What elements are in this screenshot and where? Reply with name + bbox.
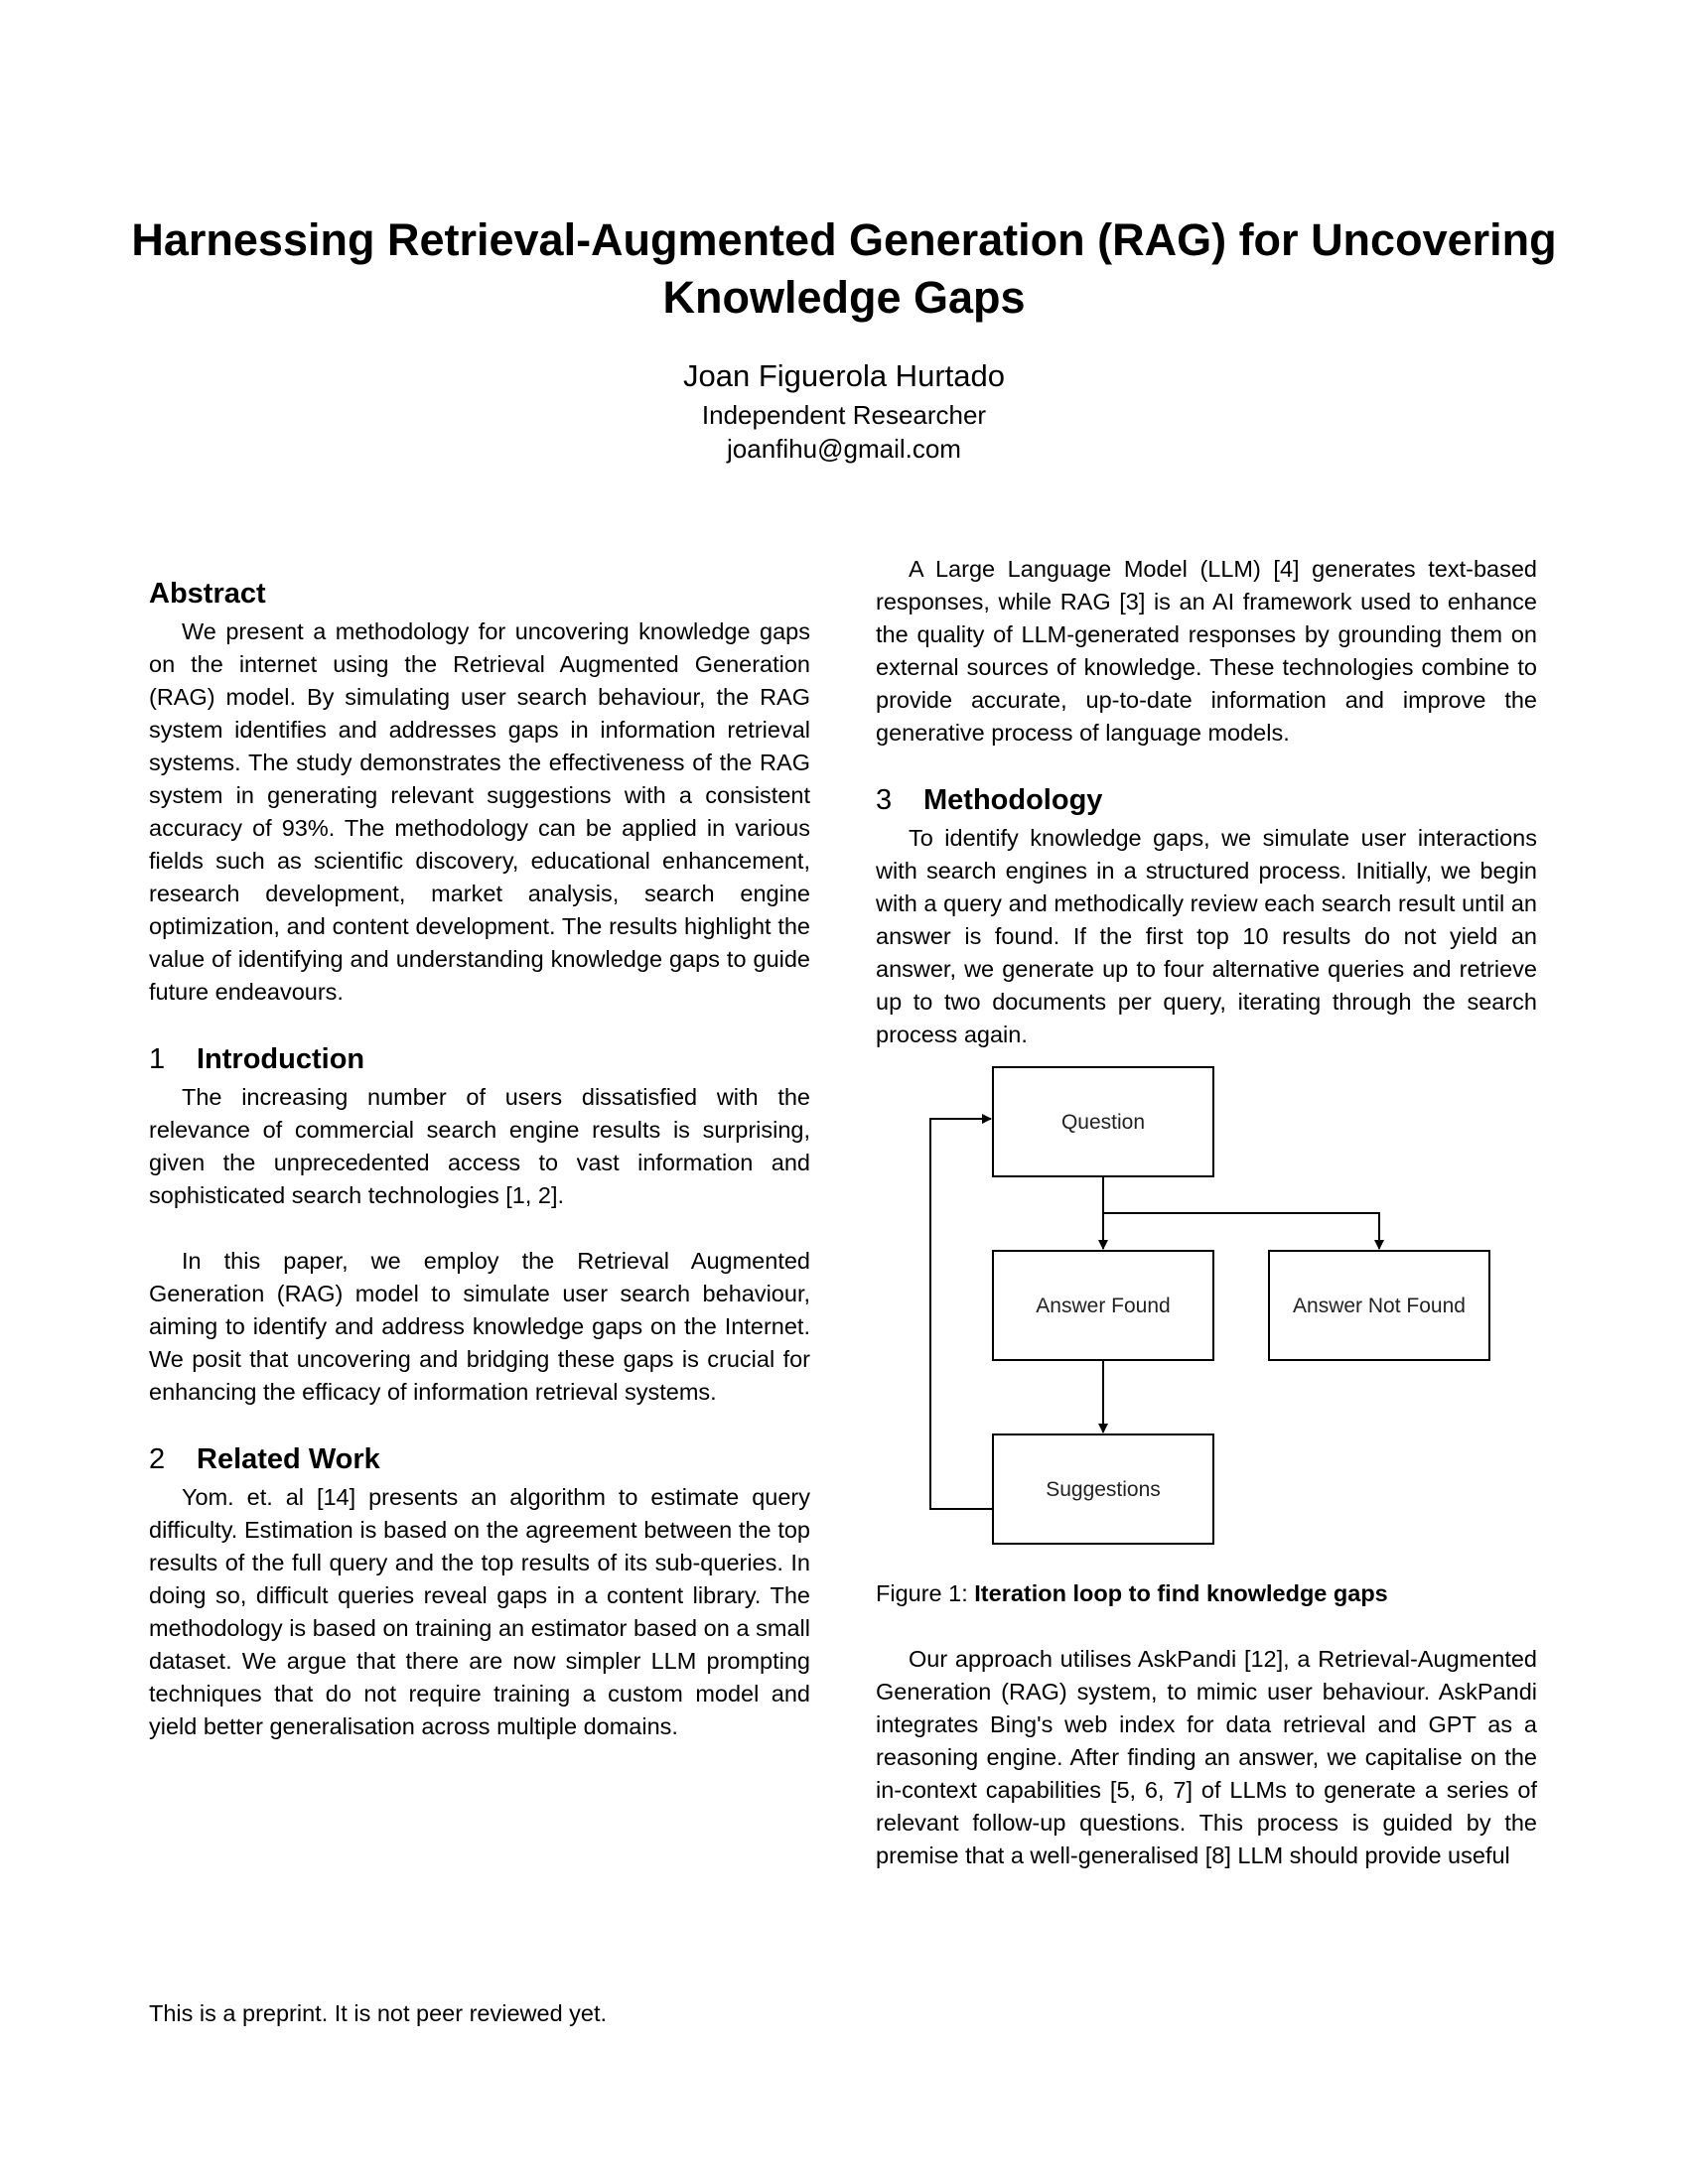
methodology-text: To identify knowledge gaps, we simulate user interactions with search engines in a structured process. Initially, we begin with a query and methodically review each search result until an answer is found. If the first top 10 results do not yield an answer, we generate up to four alternative queries and retrieve up to two documents per query, iterating through the search process again. [876,825,1537,1047]
arrow-question-to-answer-not-found [1103,1213,1379,1249]
llm-rag-paragraph: A Large Language Model (LLM) [4] generates text-based responses, while RAG [3] is an AI framework used to enhance the quality of LLM-generated responses by grounding them on external sources of knowledge. These technologies combine to provide accurate, up-to-date information and improve the generative process of language models. [876,556,1537,746]
author-email: joanfihu@gmail.com [727,434,961,464]
section-number: 2 [149,1443,166,1475]
question-label: Question [1060,1111,1146,1134]
right-column [876,553,1537,1872]
section-title: Introduction [197,1043,365,1075]
methodology-heading [876,782,1537,818]
section-number: 3 [876,784,893,816]
left-column [149,576,810,1743]
preprint-notice: This is a preprint. It is not peer reviewed yet. [149,2000,608,2026]
figure-caption-prefix: Figure 1: [876,1580,975,1606]
section-number: 1 [149,1043,166,1075]
abstract-heading: Abstract [149,578,266,610]
paper-title: Harnessing Retrieval-Augmented Generation (RAG) for Uncovering Knowledge Gaps [131,214,1557,323]
related-work-heading [149,1441,810,1477]
methodology-after-figure: Our approach utilises AskPandi [12], a Retrieval-Augmented Generation (RAG) system, to mimic user behaviour. AskPandi integrates Bing's web index for data retrieval and GPT as a reasoning engine. After finding an answer, we capitalise on the in-context capabilities [5, 6, 7] of LLMs to generate a series of relevant follow-up questions. This process is guided by the premise that a well-generalised [8] LLM should provide useful [876,1646,1537,1868]
section-title: Related Work [197,1443,380,1475]
answer-found-label: Answer Found [1036,1295,1171,1317]
abstract-text: We present a methodology for uncovering knowledge gaps on the internet using the Retrieval Augmented Generation (RAG) model. By simulating user search behaviour, the RAG system identifies and addresses gaps in information retrieval systems. The study demonstrates the effectiveness of the RAG system in generating relevant suggestions with a consistent accuracy of 93%. The methodology can be applied in various fields such as scientific discovery, educational enhancement, research development, market analysis, search engine optimization, and content development. The results highlight the value of identifying and understanding knowledge gaps to guide future endeavours. [149,618,810,1005]
flowchart-diagram [876,1057,1537,1554]
related-work-text: Yom. et. al [14] presents an algorithm to estimate query difficulty. Estimation is based on the agreement between the top results of the full query and the top results of its sub-queries. In doing so, difficult queries reveal gaps in a content library. The methodology is based on training an estimator based on a small dataset. We argue that there are now simpler LLM prompting techniques that do not require training a custom model and yield better generalisation across multiple domains. [149,1484,810,1739]
loop-back-arrow [930,1119,993,1509]
answer-not-found-label: Answer Not Found [1293,1295,1466,1317]
section-title: Methodology [923,784,1103,816]
author-name: Joan Figuerola Hurtado [683,358,1005,393]
figure-caption-title: Iteration loop to find knowledge gaps [974,1580,1388,1606]
figure-caption [876,1577,1537,1610]
intro-paragraph-1: The increasing number of users dissatisfied with the relevance of commercial search engine results is surprising, given the unprecedented access to vast information and sophisticated search technologies [1, 2]. [149,1084,810,1208]
flowchart-figure [876,1057,1537,1554]
suggestions-label: Suggestions [1046,1478,1161,1501]
author-affiliation: Independent Researcher [701,400,987,430]
intro-paragraph-2: In this paper, we employ the Retrieval Augmented Generation (RAG) model to simulate user search behaviour, aiming to identify and address knowledge gaps on the Internet. We posit that uncovering and bridging these gaps is crucial for enhancing the efficacy of information retrieval systems. [149,1248,810,1405]
introduction-heading [149,1041,810,1077]
